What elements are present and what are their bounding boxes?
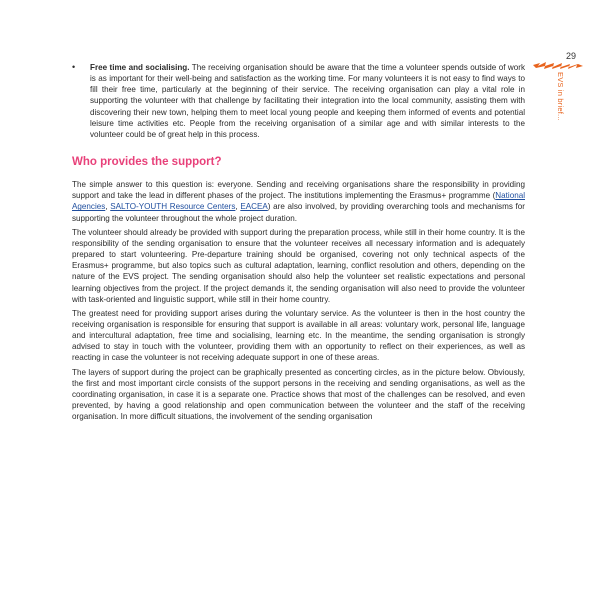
paragraph-1-after: ) are also involved, by providing overarching tools and mechanisms for supporting the volunteer throughout the whole project duration. — [72, 202, 525, 223]
paragraph-2: The volunteer should already be provided with support during the preparation process, while still in their home country. It is the responsibility of the sending organisation to ensure that the volunteer receives all necessary information and is adequately prepared to start volunteering. Pre-departure training should be organised, covering not only technical aspects of the Erasmus+ programme, but also topics such as cultural adaptation, learning, conflict resolution and others, depending on the nature of the EVS project. The sending organisation should also help the volunteer set realistic expectations and personal learning objectives from the project. If the project demands it, the sending organisation will also need to provide the volunteer with task-oriented and linguistic support, while still in their home country. — [72, 227, 525, 304]
section-heading: Who provides the support? — [72, 156, 222, 169]
bullet-title: Free time and socialising. — [90, 63, 190, 72]
brush-stroke-decoration — [532, 58, 584, 72]
link-national-agencies[interactable]: National Agencies — [72, 191, 525, 212]
paragraph-3: The greatest need for providing support arises during the voluntary service. As the volunteer is then in the host country the receiving organisation is responsible for ensuring that support is available in all areas: voluntary work, personal life, language and intercultural adaptation, free time and socialising, learning etc. In the meantime, the sending organisation is strongly advised to stay in touch with the volunteer, providing them with an opportunity to reflect on their experiences, as well as reacting in case the volunteer is not receiving adequate support in one of these areas. — [72, 308, 525, 363]
bullet-text: The receiving organisation should be aware that the time a volunteer spends outside of work is as important for their well-being and satisfaction as the working time. For many volunteers it is not easy to find ways to fill their free time, particularly at the beginning of their service. The receiving organisation can play a vital role in supporting the volunteer with that challenge by facilitating their integration into the local community, assisting them with discovering their new town, helping them to meet local young people and keeping them informed of events and potential leisure time activities etc. People from the receiving organisation of a similar age and with similar interests to the volunteer could be of great help in this process. — [90, 63, 525, 139]
side-label: EVS in brief... — [556, 72, 565, 121]
link-separator: , — [235, 202, 241, 212]
link-salto-youth[interactable]: SALTO-YOUTH Resource Centers — [110, 202, 236, 212]
paragraph-4: The layers of support during the project can be graphically presented as concerting circles, as in the picture below. Obviously, the first and most important circle consists of the support persons in the receiving and sending organisations, as well as the coordinating organisation, in case it is a separate one. Practice shows that most of the challenges can be resolved, and even prevented, by having a good relationship and open communication between the volunteer and the staff of the receiving organisation. In more difficult situations, the involvement of the sending organisation — [72, 367, 525, 422]
link-separator: , — [105, 202, 111, 212]
bullet-item-free-time — [72, 62, 525, 140]
paragraph-1-before: The simple answer to this question is: everyone. Sending and receiving organisations share the responsibility in providing support and take the lead in different phases of the project. The institutions implementing the Erasmus+ programme ( — [72, 180, 525, 201]
bullet-mark: • — [72, 62, 76, 72]
page-content — [72, 62, 525, 425]
link-eacea[interactable]: EACEA — [240, 202, 268, 212]
paragraph-1 — [72, 179, 525, 224]
page-number: 29 — [566, 51, 577, 61]
brush-stroke-shape — [533, 62, 583, 69]
